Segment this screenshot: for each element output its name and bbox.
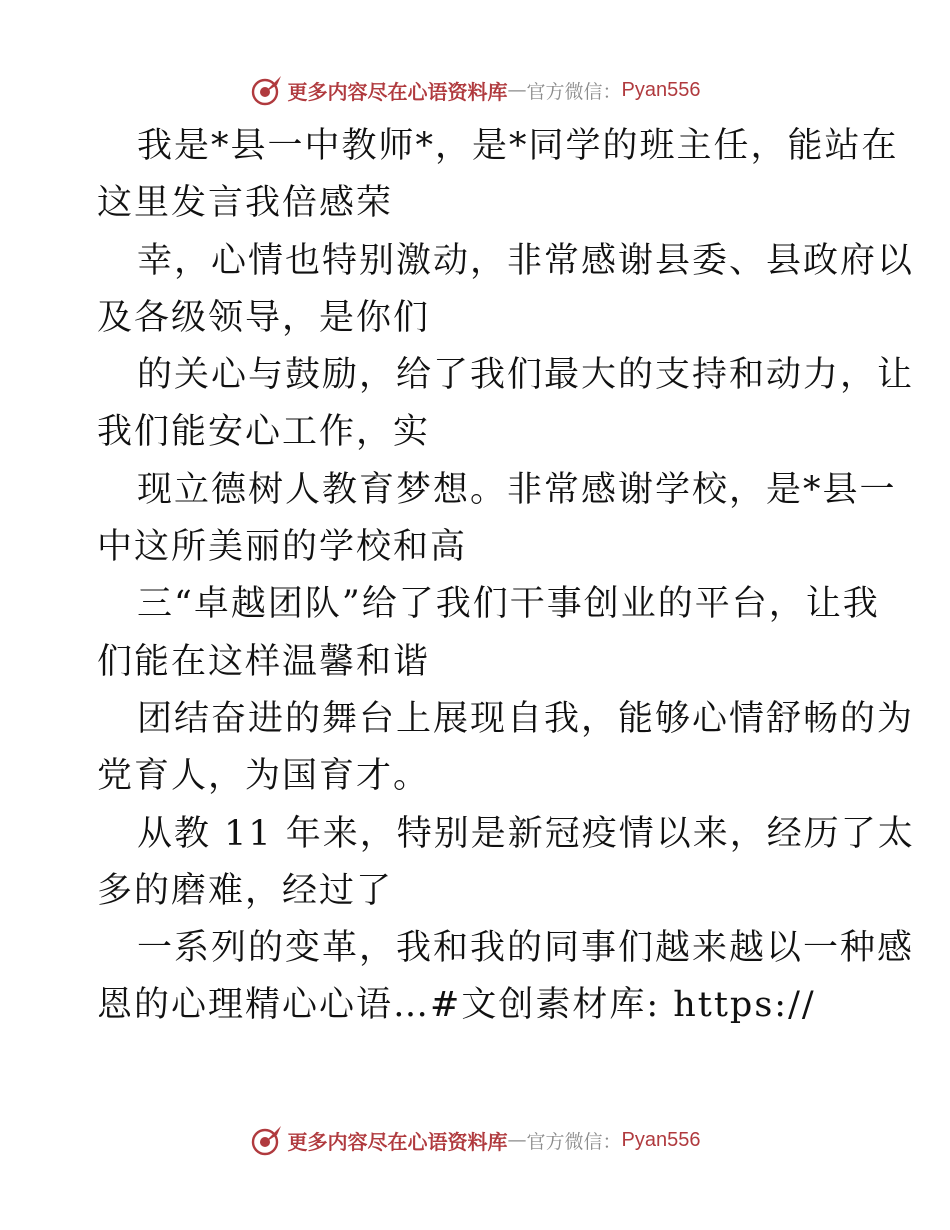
paragraph bbox=[97, 462, 897, 577]
paragraph-first-line: 现立德树人教育梦想。非常感谢学校，是*县一 bbox=[137, 469, 897, 510]
banner-wechat-label: 官方微信： bbox=[526, 1130, 622, 1153]
paragraph-continuation-line: 中这所美丽的学校和高 bbox=[97, 527, 468, 568]
paragraph-first-line: 的关心与鼓励，给了我们最大的支持和动力，让 bbox=[137, 355, 915, 396]
paragraph bbox=[97, 691, 915, 806]
paragraph-first-line: 我是*县一中教师*，是*同学的班主任，能站在 bbox=[137, 126, 899, 166]
paragraph-continuation-line: 我们能安心工作，实 bbox=[97, 412, 431, 453]
banner-wechat-id: Pyan556 bbox=[621, 78, 701, 101]
banner-dash: — bbox=[507, 79, 527, 101]
footer-banner bbox=[0, 1120, 950, 1160]
document-body bbox=[97, 118, 915, 1035]
paragraph-continuation-line: 这里发言我倍感荣 bbox=[97, 183, 394, 224]
paragraph-continuation-line: 多的磨难，经过了 bbox=[97, 870, 394, 911]
banner-wechat-id: Pyan556 bbox=[621, 1128, 701, 1151]
header-banner bbox=[0, 70, 950, 110]
paragraph-continuation-line: 及各级领导，是你们 bbox=[97, 297, 431, 338]
paragraph-continuation-line: 党育人，为国育才。 bbox=[97, 756, 431, 797]
paragraph bbox=[97, 233, 915, 348]
paragraph bbox=[97, 118, 899, 233]
paragraph-first-line: 从教 11 年来，特别是新冠疫情以来，经历了太 bbox=[137, 813, 915, 854]
paragraph-first-line: 三“卓越团队”给了我们干事创业的平台，让我 bbox=[137, 584, 880, 625]
paragraph-first-line: 团结奋进的舞台上展现自我，能够心情舒畅的为 bbox=[137, 698, 915, 739]
paragraph-first-line: 幸，心情也特别激动，非常感谢县委、县政府以 bbox=[137, 240, 915, 281]
paragraph bbox=[97, 920, 915, 1035]
paragraph bbox=[97, 806, 915, 921]
quill-logo-icon bbox=[250, 73, 284, 107]
quill-logo-icon bbox=[250, 1123, 284, 1157]
banner-wechat-label: 官方微信： bbox=[526, 80, 622, 103]
paragraph-continuation-line: 恩的心理精心心语…#文创素材库: https:// bbox=[97, 985, 816, 1026]
paragraph bbox=[97, 347, 915, 462]
paragraph-continuation-line: 们能在这样温馨和谐 bbox=[97, 641, 431, 682]
banner-main-text: 更多内容尽在心语资料库 bbox=[287, 79, 508, 104]
paragraph-first-line: 一系列的变革，我和我的同事们越来越以一种感 bbox=[137, 928, 915, 969]
banner-main-text: 更多内容尽在心语资料库 bbox=[287, 1129, 508, 1154]
paragraph bbox=[97, 576, 880, 691]
banner-dash: — bbox=[507, 1129, 527, 1151]
